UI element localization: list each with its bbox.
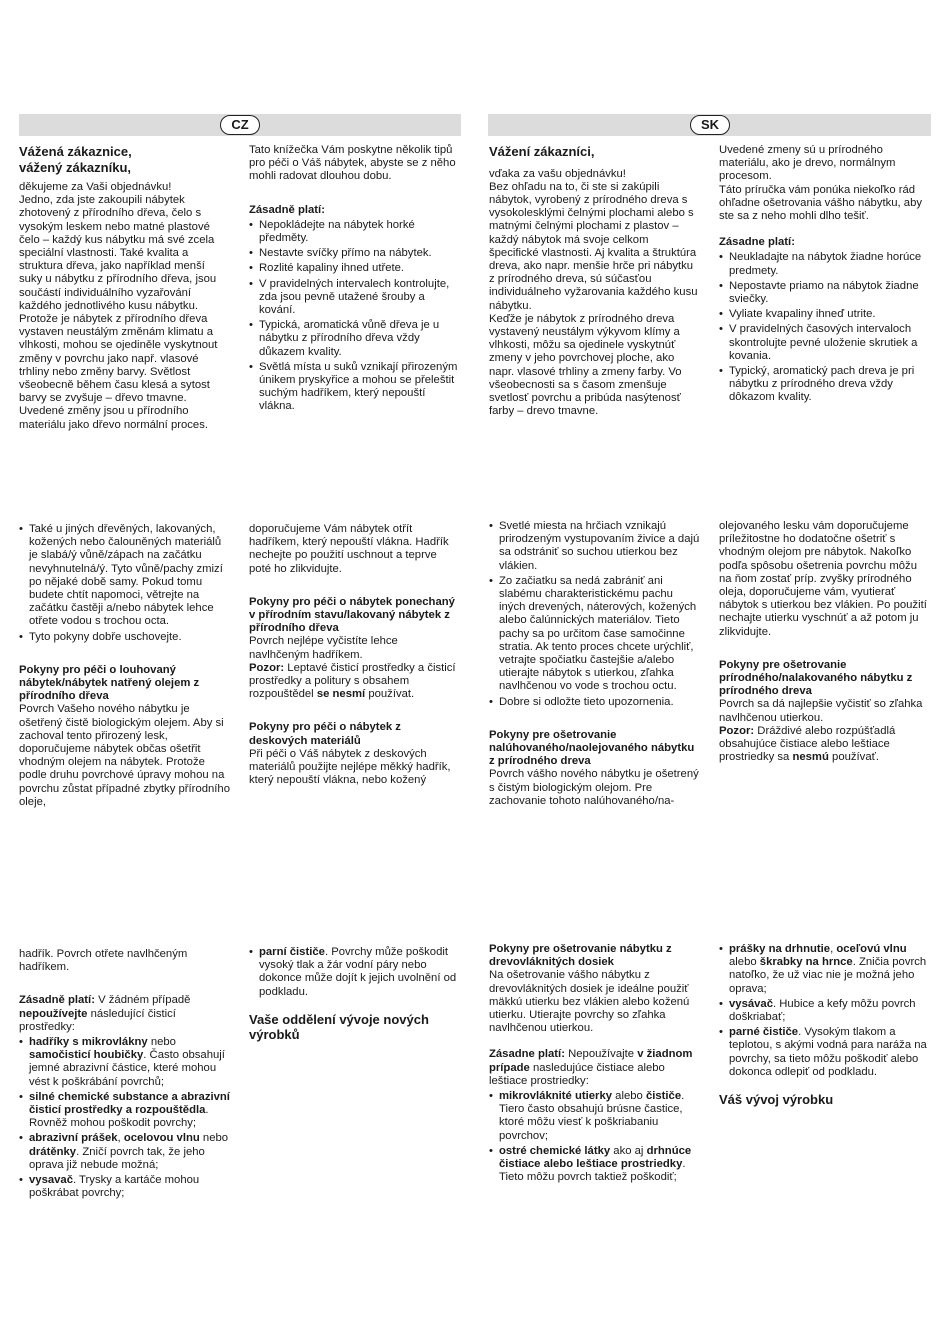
sk-oiled-heading: Pokyny pre ošetrovanie nalúhovaného/naolejovaného nábytku z prírodného dreva [489, 728, 695, 768]
sk-intro-paragraph: Bez ohľadu na to, či ste si zakúpili nábytok, vyrobený z prírodného dreva s vysokolesklými čelnými plochami alebo s matnými čelnými plochami z plastov – každý nábytok má svoje celkom špecifické vlastnosti. Aj kvalita a štruktúra dreva, ako napr. menšie hrče pri nábytku z prírodného dreva, sú súčasťou individuálneho vyžarovania každého kusu nábytku. [489, 180, 698, 312]
sk-natural-heading: Pokyny pre ošetrovanie prírodného/nalakovaného nábytku z prírodného dreva [719, 658, 913, 698]
sk-oiled-column [489, 520, 701, 808]
list-item: • Světlá místa u suků vznikají přirozeným únikem pryskyřice a mohou se přeleštit suchým hadříkem, který nepouští vlákna. [249, 361, 461, 414]
list-item: • Typická, aromatická vůně dřeva je u nábytku z přírodního dřeva vždy důkazem kvality. [249, 319, 461, 359]
list-item: • vysávač. Hubice a kefy môžu povrch doškriabať; [719, 998, 931, 1024]
cz-rules-list-continued [19, 523, 231, 644]
list-item: • parné čističe. Vysokým tlakom a teplotou, s akými vodná para naráža na povrchy, sa tieto môžu poškodiť alebo dokonca odlepiť od podkladu. [719, 1026, 931, 1079]
cz-rules-list [249, 219, 461, 414]
list-item: • parní čističe. Povrchy může poškodit vysoký tlak a žár vodní páry nebo dokonce může dojít k jejich uvolnění od podkladu. [249, 946, 461, 999]
list-item: • Tyto pokyny dobře uschovejte. [19, 631, 231, 644]
list-item: • Dobre si odložte tieto upozornenia. [489, 696, 701, 709]
list-item: • prášky na drhnutie, oceľovú vlnu alebo škrabky na hrnce. Zničia povrch natoľko, že už viac nie je možná jeho oprava; [719, 943, 931, 996]
cz-board-text: Při péči o Váš nábytek z deskových materiálů použijte nejlépe měkký hadřík, který nepouští vlákna, nebo kožený [249, 747, 451, 787]
cz-thanks: děkujeme za Vaši objednávku! [19, 181, 172, 193]
cz-closing-column [249, 946, 461, 1043]
cz-board-text-continued: hadřík. Povrch otřete navlhčeným hadříkem. [19, 948, 188, 974]
sk-rules-list-continued [489, 520, 701, 709]
cz-oiled-column [19, 523, 231, 809]
list-item: • Neukladajte na nábytok žiadne horúce predmety. [719, 251, 931, 277]
cz-natural-text: Povrch nejlépe vyčistíte lehce navlhčeným hadříkem. [249, 635, 398, 661]
sk-intro-column [489, 144, 701, 418]
sk-natural-text: Povrch sa dá najlepšie vyčistiť so zľahka navlhčenou utierkou. [719, 698, 923, 724]
cz-language-label: CZ [220, 115, 260, 135]
list-item: • Vyliate kvapaliny ihneď utrite. [719, 308, 931, 321]
list-item: • silné chemické substance a abrazivní čisticí prostředky a rozpouštědla. Rovněž mohou poškodit povrchy; [19, 1091, 231, 1131]
sk-booklet-text: Táto príručka vám ponúka niekoľko rád ohľadne ošetrovania vášho nábytku, aby ste sa z neho mohli dlho tešiť. [719, 183, 923, 223]
cz-board-heading: Pokyny pro péči o nábytek z deskových materiálů [249, 721, 401, 747]
sk-rules-list [719, 251, 931, 404]
list-item: • mikrovláknité utierky alebo čističe. Tiero často obsahujú brúsne častice, ktoré môžu viesť k poškriabaniu povrchov; [489, 1090, 701, 1143]
sk-rules-heading: Zásadne platí: [719, 236, 795, 249]
cz-natural-heading: Pokyny pro péči o nábytek ponechaný v přírodním stavu/lakovaný nábytek z přírodního dřeva [249, 595, 455, 635]
cz-cleaner-list [19, 1036, 231, 1200]
sk-fiber-heading: Pokyny pre ošetrovanie nábytku z drevovláknitých dosiek [489, 943, 672, 969]
list-item: • Rozlité kapaliny ihned utřete. [249, 262, 461, 275]
cz-rules-heading: Zásadně platí: [249, 203, 325, 216]
list-item: • ostré chemické látky ako aj drhnúce čistiace alebo leštiace prostriedky. Tieto môžu povrch taktiež poškodiť; [489, 1145, 701, 1185]
sk-natural-warning: Pozor: Dráždivé alebo rozpúšťadlá obsahujúce čistiace alebo leštiace prostriedky sa nesmú používať. [719, 724, 896, 764]
list-item: • Zo začiatku sa nedá zabrániť ani slabému charakteristickému pachu iných drevených, náterových, kožených alebo čalúnnických materiálov. Tieto pachy sa po určitom čase samočinne stratia. Ak tento proces chcete urýchliť, vetrajte spočiatku častejšie a/alebo utierajte nábytok s utierkou, zľahka navlhčenou vo vode s trochou octu. [489, 575, 701, 694]
sk-signature: Váš vývoj výrobku [719, 1092, 834, 1108]
cz-greeting-1: Vážená zákaznice, [19, 144, 132, 159]
sk-natural-column [719, 520, 931, 764]
cz-natural-column [249, 523, 461, 787]
list-item: • abrazivní prášek, ocelovou vlnu nebo drátěnky. Zničí povrch tak, že jeho oprava již nebude možná; [19, 1132, 231, 1172]
cz-board-column [19, 948, 231, 1200]
list-item: • hadříky s mikrovlákny nebo samočisticí houbičky. Často obsahují jemné abrazivní částice, které mohou vést k poškrábání povrchů; [19, 1036, 231, 1089]
sk-oiled-text: Povrch vášho nového nábytku je ošetrený s čistým biologickým olejom. Pre zachovanie tohoto nalúhovaného/na- [489, 768, 699, 807]
sk-cleaner-list-continued [719, 943, 931, 1079]
list-item: • Nepokládejte na nábytek horké předměty. [249, 219, 461, 245]
sk-cleaner-list [489, 1090, 701, 1184]
list-item: • Také u jiných dřevěných, lakovaných, kožených nebo čalouněných materiálů je slabá/ý vůně/zápach na začátku nevyhnutelná/ý. Tyto vůně/pachy zmizí po nějaké době samy. Pokud tomu budete chtít napomoci, větrejte na začátku častěji a/nebo nábytek lehce otřete vodou s trochou octa. [19, 523, 231, 629]
list-item: • vysavač. Trysky a kartáče mohou poškrábat povrchy; [19, 1174, 231, 1200]
cz-signature: Vaše oddělení vývoje nových výrobků [249, 1011, 429, 1043]
sk-rules-column [719, 144, 931, 405]
cz-booklet-text: Tato knížečka Vám poskytne několik tipů pro péči o Váš nábytek, abyste se z něho mohli radovat dlouhou dobu. [249, 144, 456, 183]
sk-closing-column [719, 943, 931, 1108]
list-item: • V pravidelných časových intervaloch skontrolujte pevné uloženie skrutiek a kovania. [719, 323, 931, 363]
sk-fiber-rule: Zásadne platí: Nepoužívajte v žiadnom prípade nasledujúce čistiace alebo leštiace prostriedky: [489, 1048, 693, 1087]
cz-oiled-heading: Pokyny pro péči o louhovaný nábytek/nábytek natřený olejem z přírodního dřeva [19, 663, 200, 703]
cz-greeting-2: vážený zákazníku, [19, 159, 131, 175]
cz-intro-paragraph: Protože je nábytek z přírodního dřeva vystaven neustálým změnám klimatu a vlhkosti, mohou se ojediněle vyskytnout změny v povrchu jako např. vlasové trhliny nebo změny barvy. Světlost všeobecně během času klesá a sytost barvy se zvyšuje – dřevo tmavne. [19, 313, 218, 405]
sk-thanks: vďaka za vašu objednávku! [489, 167, 626, 180]
cz-natural-warning: Pozor: Leptavé čisticí prostředky a čisticí prostředky a politury s obsahem rozpouštědel se nesmí používat. [249, 661, 456, 701]
cz-cleaner-list-continued [249, 946, 461, 999]
list-item: • Nepostavte priamo na nábytok žiadne sviečky. [719, 280, 931, 306]
sk-fiber-column [489, 943, 701, 1184]
list-item: • Nestavte svíčky přímo na nábytek. [249, 247, 461, 260]
sk-language-label: SK [690, 115, 730, 135]
list-item: • Svetlé miesta na hrčiach vznikajú prirodzeným vystupovaním živice a dajú sa odstrániť so suchou utierkou bez vlákien. [489, 520, 701, 573]
cz-intro-paragraph: Jedno, zda jste zakoupili nábytek zhotovený z přírodního dřeva, čelo s vysokým leskem nebo matné plastové čelo – každý kus nábytku má své zcela speciální vlastnosti. Také kvalita a struktura dřeva, jako například menší suky u nábytku z přírodního dřeva, jsou součástí individuálního vyzařování každého jednotlivého kusu nábytku. [19, 194, 217, 312]
sk-language-bar [488, 114, 931, 136]
cz-oiled-text-continued: doporučujeme Vám nábytek otřít hadříkem, který nepouští vlákna. Hadřík nechejte po použití uschnout a teprve poté ho zlikvidujte. [249, 523, 449, 575]
cz-oiled-text: Povrch Vašeho nového nábytku je ošetřený čistě biologickým olejem. Aby si zachoval tento přirozený lesk, doporučujeme nábytek občas ošetřit vhodným olejem na nábytek. Protože podle druhu povrchové úpravy mohou na povrchu zůstat případné zbytky přírodního oleje, [19, 703, 230, 808]
sk-oiled-text-continued: olejovaného lesku vám doporučujeme príležitostne ho dodatočne ošetriť s vhodným olejom pre nábytok. Nakoľko podľa spôsobu ošetrenia povrchu môžu na ňom zostať príp. zvyšky prírodného oleja, doporučujeme vám, vyutierať nábytok s utierkou bez vlákien. Po použití nechajte utierku vyschnúť a až potom ju zlikvidujte. [719, 520, 927, 638]
sk-fiber-text: Na ošetrovanie vášho nábytku z drevovláknitých dosiek je ideálne použiť mäkkú utierku bez vlákien alebo koženú utierku. Utierajte povrchy so zľahka navlhčenou utierkou. [489, 969, 690, 1035]
cz-rules-column [249, 144, 461, 414]
cz-language-bar [19, 114, 461, 136]
list-item: • Typický, aromatický pach dreva je pri nábytku z prírodného dreva vždy dôkazom kvality. [719, 365, 931, 405]
cz-board-rule: Zásadně platí: V žádném případě nepoužívejte následující čisticí prostředky: [19, 994, 191, 1033]
list-item: • V pravidelných intervalech kontrolujte, zda jsou pevně utažené šrouby a kování. [249, 278, 461, 318]
sk-intro-paragraph: Keďže je nábytok z prírodného dreva vystavený neustálym výkyvom klímy a vlhkosti, môžu sa ojedinele vyskytnúť zmeny v jeho povrchovej ploche, ako napr. vlasové trhliny a zmeny farby. Vo všeobecnosti sa s časom zmenšuje svetlosť povrchu a pribúda nasýtenosť farby – drevo tmavne. [489, 312, 682, 418]
cz-intro-column [19, 144, 231, 432]
sk-intro-paragraph: Uvedené zmeny sú u prírodného materiálu, ako je drevo, normálnym procesom. [719, 144, 896, 183]
cz-intro-paragraph: Uvedené změny jsou u přírodního materiálu jako dřevo normální proces. [19, 405, 208, 431]
warning-label: Pozor: [719, 724, 755, 737]
warning-label: Pozor: [249, 661, 285, 674]
sk-greeting: Vážení zákazníci, [489, 144, 595, 159]
